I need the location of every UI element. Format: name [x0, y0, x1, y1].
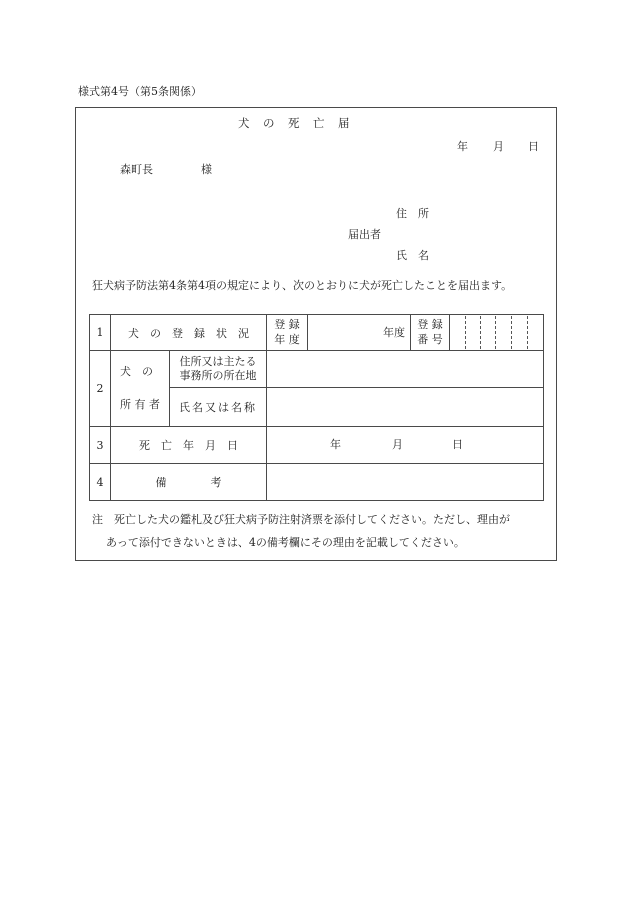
note-line-2: あって添付できないときは、4の備考欄にその理由を記載してください。 [106, 536, 465, 549]
regno-digit-box-divider [480, 316, 481, 349]
statement: 狂犬病予防法第4条第4項の規定により、次のとおりに犬が死亡したことを届出ます。 [92, 279, 513, 292]
form-title: 犬 の 死 亡 届 [238, 116, 351, 130]
owner-address-label [170, 351, 266, 387]
owner-address-label-line-1: 住所又は主たる [179, 355, 257, 369]
reg-year-label-line-2: 年 度 [274, 332, 300, 346]
death-month-label: 月 [392, 438, 403, 451]
row-3-number: 3 [96, 438, 104, 452]
regno-digit-box-divider [465, 316, 466, 349]
reg-year-suffix: 年度 [383, 326, 405, 339]
death-year-label: 年 [330, 438, 341, 451]
reg-number-label-line-1: 登 録 [417, 317, 443, 331]
owner-address-label-line-2: 事務所の所在地 [179, 369, 257, 382]
date-month-label: 月 [493, 140, 504, 153]
table-border-right [543, 314, 544, 501]
death-day-label: 日 [452, 438, 463, 451]
row-2-number: 2 [96, 382, 104, 395]
regno-digit-box-divider [511, 316, 512, 349]
notifier-address-label: 住 所 [396, 207, 429, 220]
owner-label-line-2: 所 有 者 [120, 398, 160, 411]
table-col-regno-divider [449, 314, 450, 351]
row-1-label: 犬 の 登 録 状 況 [128, 326, 249, 340]
owner-name-label: 氏名又は名称 [179, 401, 257, 414]
regno-digit-box-divider [495, 316, 496, 349]
owner-label-line-1: 犬 の [120, 365, 153, 378]
reg-number-label [411, 315, 449, 350]
notifier-name-label: 氏 名 [396, 249, 429, 262]
form-number: 様式第4号（第5条関係） [78, 85, 202, 98]
addressee-name: 森町長 [120, 163, 153, 176]
date-year-label: 年 [457, 140, 468, 153]
table-border-bottom [89, 500, 544, 501]
row-4-number: 4 [96, 475, 104, 489]
reg-year-label [267, 315, 307, 350]
addressee-honorific: 様 [201, 163, 212, 176]
regno-digit-box-divider [527, 316, 528, 349]
row-4-label: 備 考 [155, 476, 222, 489]
row-3-label: 死 亡 年 月 日 [139, 439, 238, 452]
date-day-label: 日 [528, 140, 539, 153]
notifier-role-label: 届出者 [348, 228, 381, 241]
reg-year-label-line-1: 登 録 [274, 317, 300, 331]
note-line-1: 注 死亡した犬の鑑札及び狂犬病予防注射済票を添付してください。ただし、理由が [92, 513, 510, 526]
table-col-regyear-divider [307, 314, 308, 351]
table-rule-1 [89, 350, 544, 351]
reg-number-label-line-2: 番 号 [417, 332, 443, 346]
row-1-number: 1 [96, 326, 104, 339]
